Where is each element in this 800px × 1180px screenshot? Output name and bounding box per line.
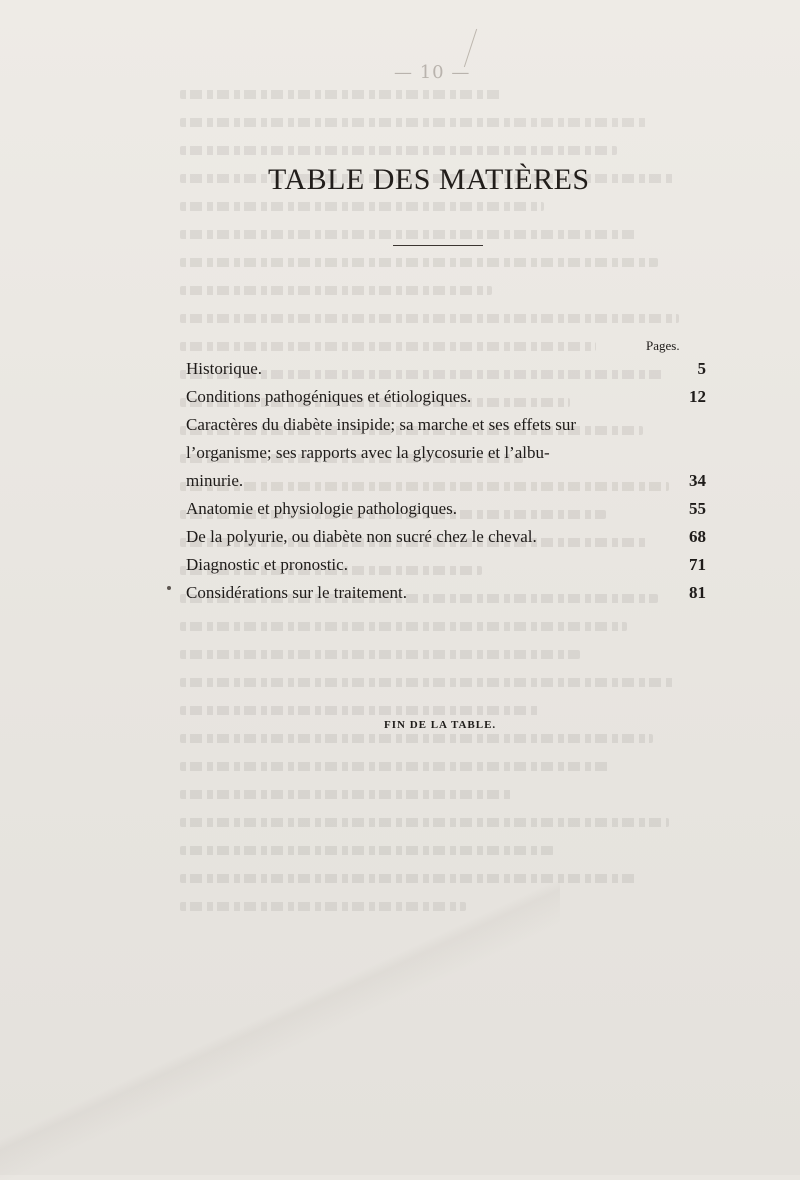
paper-fold-shadow <box>0 860 560 1180</box>
margin-bullet-mark <box>167 586 171 590</box>
toc-entry-page: 55 <box>689 499 706 518</box>
toc-entry-label-line: Caractères du diabète insipide; sa marche et ses effets sur <box>186 415 577 434</box>
toc-entry <box>186 579 706 607</box>
toc-entry-page: 81 <box>689 583 706 602</box>
toc-entry-label: Considérations sur le traitement. <box>186 583 407 602</box>
table-of-contents <box>186 355 706 607</box>
toc-entry-label: Anatomie et physiologie pathologiques. <box>186 499 458 518</box>
title-rule <box>393 245 483 246</box>
toc-entry-label: Diagnostic et pronostic. <box>186 555 348 574</box>
toc-entry-page: 5 <box>697 359 706 378</box>
end-of-table-footer: FIN DE LA TABLE. <box>384 719 497 731</box>
toc-entry <box>186 411 706 495</box>
toc-entry-label: Historique. <box>186 359 263 378</box>
toc-entry-label-line: minurie. <box>186 471 244 490</box>
page-title: TABLE DES MATIÈRES <box>268 163 590 196</box>
toc-entry-label: De la polyurie, ou diabète non sucré chez le cheval. <box>186 527 537 546</box>
toc-entry-label-line: l’organisme; ses rapports avec la glycosurie et l’albu- <box>186 443 550 462</box>
toc-entry <box>186 383 706 411</box>
toc-entry-page: 34 <box>689 471 706 490</box>
page-number: — 10 — <box>394 62 471 83</box>
toc-entry <box>186 523 706 551</box>
toc-entry <box>186 355 706 383</box>
toc-entry-label: Conditions pathogéniques et étiologiques. <box>186 387 472 406</box>
toc-entry-page: 71 <box>689 555 706 574</box>
pages-column-header: Pages. <box>646 338 680 353</box>
toc-entry <box>186 551 706 579</box>
toc-entry-page: 68 <box>689 527 706 546</box>
toc-entry-page: 12 <box>689 387 706 406</box>
toc-entry-label <box>186 411 576 495</box>
toc-entry <box>186 495 706 523</box>
